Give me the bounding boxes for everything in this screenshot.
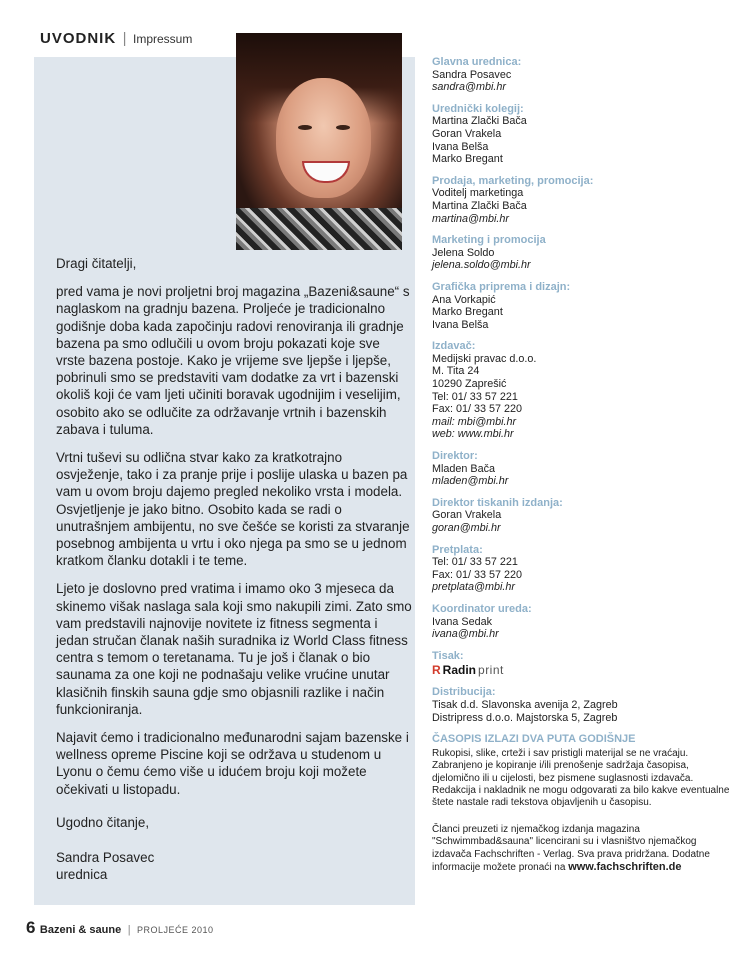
masthead-line: Voditelj marketinga [432,187,524,200]
letter-paragraph: Ljeto je doslovno pred vratima i imamo oko 3 mjeseca da skinemo višak naslaga sala koji smo nakupili zimi. Zato smo vam predstavili najnovije novitete iz fitness segmenta i jedan stručan članak naših suradnika iz World Class fitness centra s temom o teretanama. Tu je još i članak o bio saunama za one koji ne podnašaju velike vrućine unutar klasičnih finskih sauna gdje smo objasnili razlike i način funkcioniranja. [56,581,412,717]
section-title: UVODNIK [40,30,117,47]
tisak-title: Tisak: [432,649,464,662]
masthead-block [432,450,732,488]
masthead-line: Fax: 01/ 33 57 220 [432,403,523,416]
masthead-line: Marko Bregant [432,306,503,319]
signature-role: urednica [56,867,108,883]
masthead-block-title: Prodaja, marketing, promocija: [432,174,594,187]
masthead-line: Jelena Soldo [432,246,495,259]
distribucija-title: Distribucija: [432,686,496,699]
masthead-block [432,281,732,331]
masthead-block-title: Grafička priprema i dizajn: [432,280,571,293]
masthead-line: 10290 Zaprešić [432,378,507,391]
masthead-line: Sandra Posavec [432,68,512,81]
footer-separator: | [127,924,131,936]
masthead-block [432,603,732,641]
masthead-line: Martina Zlački Bača [432,199,527,212]
masthead-line: Medijski pravac d.o.o. [432,352,537,365]
letter-paragraph: Vrtni tuševi su odlična stvar kako za kratkotrajno osvježenje, tako i za pranje prije i poslije ulaska u bazen pa vam u ovom broju dajemo pregled nekoliko vrsta i modela. Osvjetljenje je jako bitno. Osobito kada se radi o unutrašnjem ambijentu, no sve češće se koristi za stvaranje posebnog ambijenta u vrtu i oko njega pa smo se u jednom kratkom članku dotakli i te teme. [56,450,410,569]
masthead-line: Mladen Bača [432,462,496,475]
masthead-line: Marko Bregant [432,153,503,166]
masthead-line: Ivana Belša [432,140,489,153]
distribucija-line: Distripress d.o.o. Majstorska 5, Zagreb [432,711,618,724]
contact-email[interactable]: goran@mbi.hr [432,522,501,534]
masthead-block [432,103,732,166]
printer-logo-name: Radin [442,663,477,678]
notice-title: ČASOPIS IZLAZI DVA PUTA GODIŠNJE [432,733,636,746]
printer-logo-name2: print [478,663,504,678]
contact-email[interactable]: ivana@mbi.hr [432,628,499,641]
masthead-line: Ana Vorkapić [432,293,496,306]
letter-closing: Ugodno čitanje, [56,814,150,830]
contact-email[interactable]: sandra@mbi.hr [432,81,506,94]
page-header [40,30,192,52]
photo-shirt [236,208,402,250]
header-separator: | [122,30,127,47]
masthead-block [432,497,732,535]
distribucija-block [432,686,732,724]
editor-photo [236,33,402,250]
license-notice [432,824,732,875]
photo-eye-right [336,125,350,130]
editor-letter [56,255,412,884]
masthead-block-title: Izdavač: [432,340,476,353]
masthead-block [432,56,732,94]
section-subtitle: Impressum [132,32,193,46]
masthead-block [432,234,732,272]
letter-paragraph: pred vama je novi proljetni broj magazina „Bazeni&saune“ s naglaskom na gradnju bazena. Proljeće je tradicionalno godišnje doba kada započinju radovi renoviranja ili gradnje bazena pa smo odlučili u ovom broju pokazati koje sve vrste bazena postoje. Kako je vrijeme sve ljepše i ljepše, pobrinuli smo se predstaviti vam dodatke za vrt i bazenski okoliš koji će vam ljeti učiniti boravak ugodnijim i veselijim, osobito ako se odlučite za održavanje vrtnih i bazenskih zabava i tuluma. [56,284,410,437]
masthead-line: Goran Vrakela [432,509,502,522]
printer-logo-mark-icon: R [432,663,441,678]
masthead-line: Goran Vrakela [432,127,502,140]
notice-text: Rukopisi, slike, crteži i sav pristigli materijal se ne vraćaju. Zabranjeno je kopiranje i/ili prenošenje sadržaja časopisa, djelomično ili u cijelosti, bez pismene suglasnosti izdavača. Redakcija i nakladnik ne mogu odgovarati za bilo kakve eventualne štete nastale radi tekstova objavljenih u časopisu. [432,747,730,809]
photo-eye-left [298,125,312,130]
contact-email[interactable]: martina@mbi.hr [432,212,509,225]
masthead-block-title: Direktor: [432,450,478,463]
letter-paragraph: Najavit ćemo i tradicionalno međunarodni sajam bazenske i wellness opreme Piscine koji se održava u studenom u Lyonu o čemu ćemo više u idućem broju koji možete očekivati u listopadu. [56,730,409,797]
masthead-line: Tel: 01/ 33 57 221 [432,390,518,403]
distribucija-line: Tisak d.d. Slavonska avenija 2, Zagreb [432,698,618,711]
contact-email[interactable]: web: www.mbi.hr [432,428,514,441]
masthead-block-title: Koordinator ureda: [432,602,532,615]
masthead-block-title: Glavna urednica: [432,56,522,68]
letter-greeting: Dragi čitatelji, [56,256,137,271]
contact-email[interactable]: mail: mbi@mbi.hr [432,415,517,428]
masthead-line: Fax: 01/ 33 57 220 [432,568,523,581]
contact-email[interactable]: pretplata@mbi.hr [432,581,515,594]
masthead-block-title: Urednički kolegij: [432,102,524,115]
masthead-block-title: Direktor tiskanih izdanja: [432,496,563,509]
license-text: Članci preuzeti iz njemačkog izdanja magazina "Schwimmbad&sauna" licencirani su i vlasništvo njemačkog izdavača Fachschriften - Verlag. Sva prava pridržana. Dodatne informacije možete pronaći na [432,823,710,873]
magazine-name: Bazeni & saune [39,924,122,936]
masthead-line: Ivana Sedak [432,615,493,628]
masthead-line: M. Tita 24 [432,365,480,378]
publisher-link[interactable]: www.fachschriften.de [568,860,682,873]
masthead-block [432,544,732,594]
masthead-block-title: Pretplata: [432,543,483,556]
masthead-line: Martina Zlački Bača [432,115,527,128]
masthead-line: Tel: 01/ 33 57 221 [432,556,518,569]
masthead-line: Ivana Belša [432,318,489,331]
page-number: 6 [26,918,36,937]
masthead-block [432,340,732,441]
masthead-block [432,175,732,225]
issue-season: PROLJEĆE 2010 [137,925,214,935]
contact-email[interactable]: mladen@mbi.hr [432,475,509,488]
printer-logo [432,663,732,677]
masthead-block-title: Marketing i promocija [432,234,546,247]
signature-name: Sandra Posavec [56,850,155,866]
contact-email[interactable]: jelena.soldo@mbi.hr [432,259,531,272]
tisak-block [432,650,732,678]
page-footer [26,918,214,938]
masthead [432,56,732,874]
